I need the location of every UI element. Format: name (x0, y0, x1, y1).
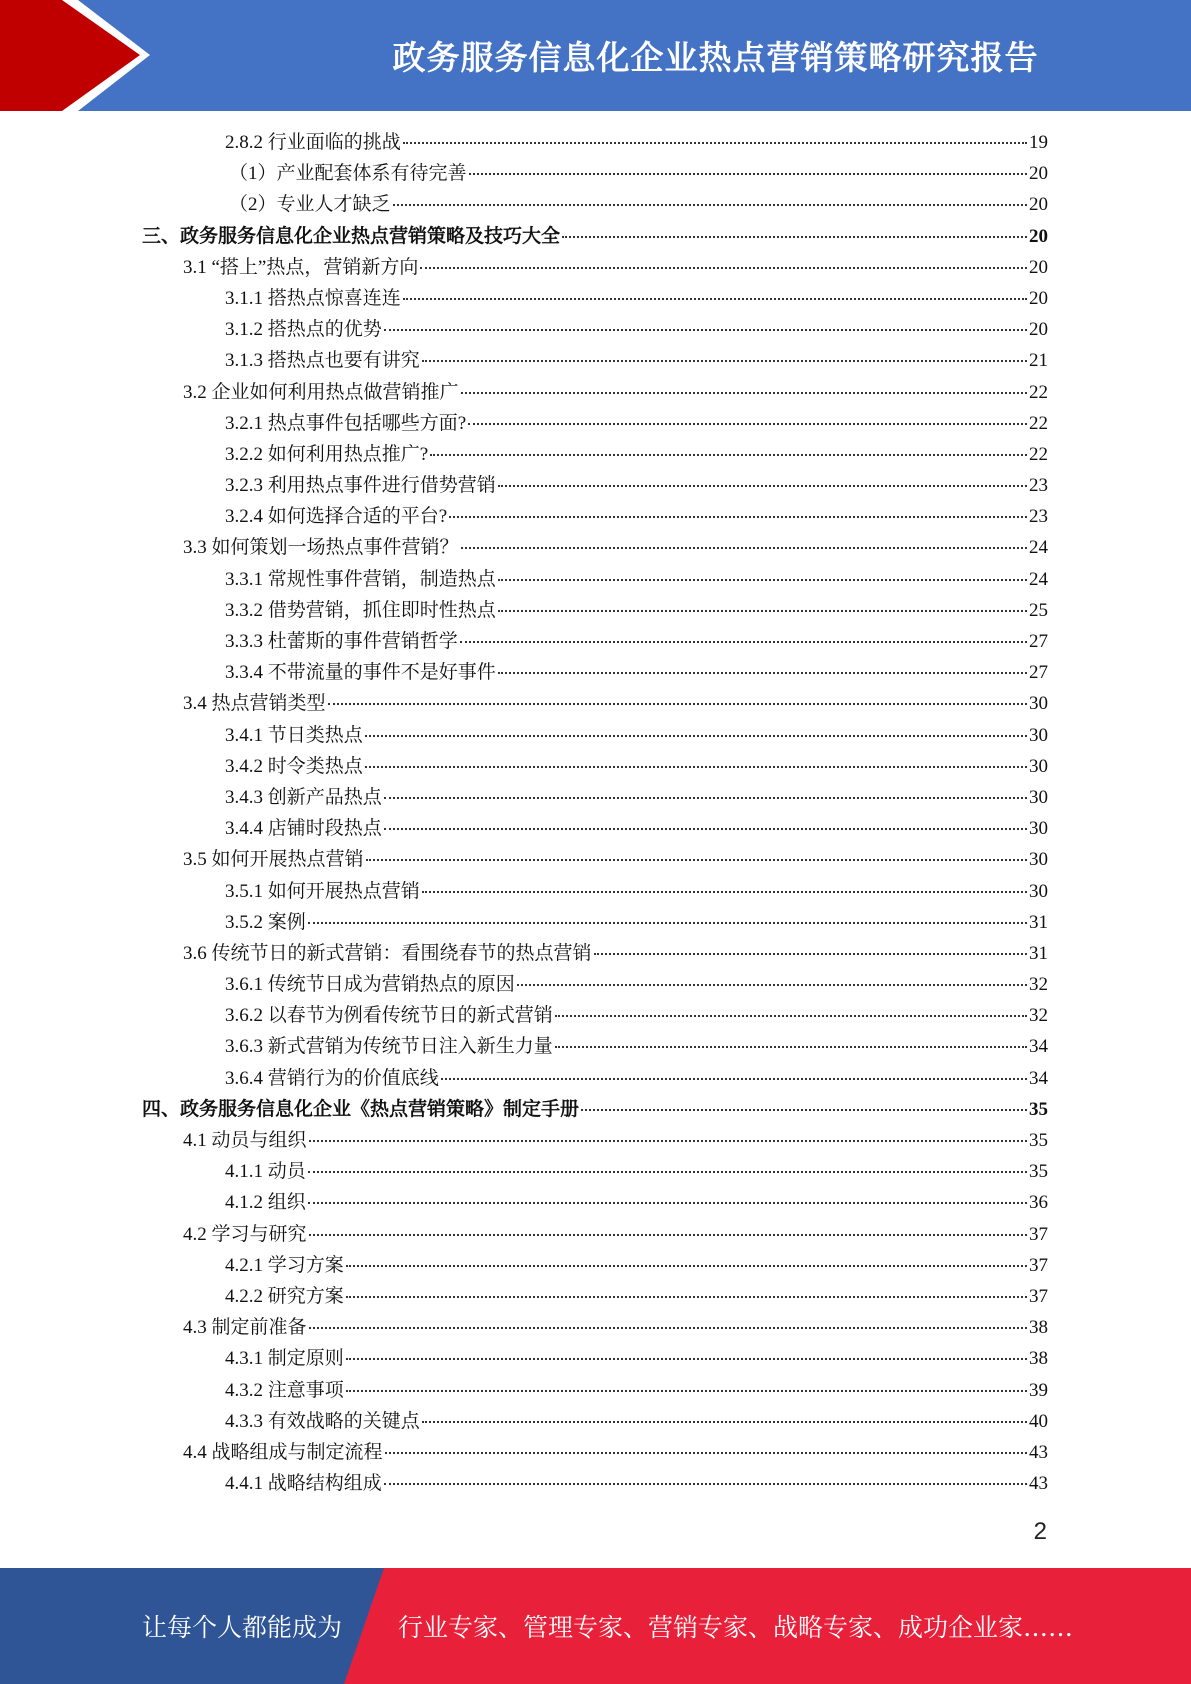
toc-entry[interactable] (142, 626, 1048, 657)
toc-entry-title: 3.3.1 常规性事件营销，制造热点 (225, 568, 496, 590)
toc-entry[interactable] (142, 127, 1048, 158)
toc-entry[interactable] (142, 844, 1048, 875)
toc-entry-title: 4.1.2 组织 (225, 1192, 306, 1214)
toc-entry-page: 20 (1029, 225, 1048, 247)
toc-entry-page: 35 (1029, 1161, 1048, 1183)
toc-entry[interactable] (142, 314, 1048, 345)
toc-dot-leader (365, 765, 1027, 768)
toc-dot-leader (328, 702, 1027, 705)
toc-entry-title: 3.6.3 新式营销为传统节日注入新生力量 (225, 1036, 553, 1058)
toc-dot-leader (346, 1389, 1027, 1392)
toc-entry-title: 4.2.1 学习方案 (225, 1254, 344, 1276)
toc-dot-leader (309, 1139, 1027, 1142)
toc-entry-title: 4.4.1 战略结构组成 (225, 1473, 382, 1495)
toc-entry[interactable] (142, 1437, 1048, 1468)
toc-entry[interactable] (142, 688, 1048, 719)
toc-entry[interactable] (142, 1375, 1048, 1406)
toc-entry[interactable] (142, 439, 1048, 470)
toc-dot-leader (498, 609, 1027, 612)
toc-entry-title: 3.1.3 搭热点也要有讲究 (225, 350, 420, 372)
toc-entry[interactable] (142, 1094, 1048, 1125)
toc-entry-title: （2）专业人才缺乏 (229, 194, 391, 216)
toc-dot-leader (366, 858, 1027, 861)
footer-slogan-right: 行业专家、管理专家、营销专家、战略专家、成功企业家…… (398, 1613, 1074, 1642)
toc-dot-leader (346, 1295, 1027, 1298)
toc-entry-page: 19 (1029, 132, 1048, 153)
toc-entry-page: 34 (1029, 1067, 1048, 1089)
toc-dot-leader (346, 1264, 1027, 1267)
toc-entry-page: 35 (1029, 1098, 1048, 1120)
toc-entry-title: 4.3.1 制定原则 (225, 1348, 344, 1370)
toc-dot-leader (498, 578, 1027, 581)
report-title: 政务服务信息化企业热点营销策略研究报告 (392, 38, 1039, 77)
toc-entry[interactable] (142, 876, 1048, 907)
toc-dot-leader (346, 1357, 1027, 1360)
toc-entry-page: 40 (1029, 1410, 1048, 1432)
toc-entry-page: 30 (1029, 693, 1048, 715)
toc-entry[interactable] (142, 532, 1048, 563)
toc-dot-leader (461, 546, 1027, 549)
toc-entry[interactable] (142, 283, 1048, 314)
toc-entry-title: 3.3.4 不带流量的事件不是好事件 (225, 662, 496, 684)
toc-dot-leader (430, 453, 1027, 456)
toc-entry-title: 3.2 企业如何利用热点做营销推广 (183, 381, 459, 403)
toc-dot-leader (384, 796, 1027, 799)
toc-entry[interactable] (142, 501, 1048, 532)
toc-entry[interactable] (142, 907, 1048, 938)
toc-entry-title: 四、政务服务信息化企业《热点营销策略》制定手册 (142, 1098, 580, 1120)
toc-dot-leader (498, 484, 1027, 487)
toc-dot-leader (498, 671, 1027, 674)
toc-entry-title: 4.2 学习与研究 (183, 1223, 307, 1245)
toc-entry-title: 3.5.1 如何开展热点营销 (225, 880, 420, 902)
toc-entry-page: 25 (1029, 599, 1048, 621)
toc-entry-page: 37 (1029, 1223, 1048, 1245)
toc-entry-page: 21 (1029, 350, 1048, 372)
toc-entry-page: 22 (1029, 381, 1048, 403)
toc-dot-leader (469, 172, 1027, 175)
toc-entry[interactable] (142, 1000, 1048, 1031)
toc-dot-leader (309, 1326, 1027, 1329)
toc-dot-leader (308, 1170, 1027, 1173)
toc-dot-leader (403, 141, 1027, 144)
toc-entry-title: 3.5 如何开展热点营销 (183, 849, 364, 871)
toc-entry-page: 38 (1029, 1348, 1048, 1370)
toc-entry-page: 20 (1029, 319, 1048, 341)
toc-entry-page: 32 (1029, 974, 1048, 996)
toc-entry-page: 22 (1029, 412, 1048, 434)
toc-entry-page: 23 (1029, 506, 1048, 528)
toc-entry-page: 30 (1029, 880, 1048, 902)
toc-entry-title: 3.2.4 如何选择合适的平台? (225, 506, 448, 528)
toc-dot-leader (309, 1233, 1027, 1236)
toc-entry-title: 3.4.2 时令类热点 (225, 755, 363, 777)
toc-entry-page: 30 (1029, 724, 1048, 746)
toc-entry-page: 23 (1029, 475, 1048, 497)
toc-entry[interactable] (142, 1125, 1048, 1156)
toc-dot-leader (441, 1077, 1027, 1080)
toc-dot-leader (594, 952, 1027, 955)
toc-entry-page: 34 (1029, 1036, 1048, 1058)
toc-entry-title: 3.6.4 营销行为的价值底线 (225, 1067, 439, 1089)
toc-entry-page: 30 (1029, 786, 1048, 808)
toc-dot-leader (422, 359, 1027, 362)
toc-entry-page: 30 (1029, 849, 1048, 871)
toc-entry-page: 27 (1029, 662, 1048, 684)
toc-entry[interactable] (142, 252, 1048, 283)
toc-entry-page: 43 (1029, 1441, 1048, 1463)
toc-entry-title: 3.4.1 节日类热点 (225, 724, 363, 746)
toc-entry[interactable] (142, 564, 1048, 595)
toc-entry-title: 4.1 动员与组织 (183, 1130, 307, 1151)
toc-entry[interactable] (142, 1281, 1048, 1312)
toc-entry-page: 37 (1029, 1285, 1048, 1307)
toc-entry-title: 3.6 传统节日的新式营销：看围绕春节的热点营销 (183, 942, 592, 964)
footer-banner (0, 1568, 1191, 1684)
toc-dot-leader (555, 1045, 1027, 1048)
toc-entry-title: 3.1.2 搭热点的优势 (225, 319, 382, 341)
toc-entry-page: 22 (1029, 443, 1048, 465)
toc-dot-leader (308, 921, 1027, 924)
toc-dot-leader (384, 827, 1027, 830)
toc-entry[interactable] (142, 938, 1048, 969)
page-number: 2 (1033, 1518, 1047, 1545)
toc-dot-leader (449, 515, 1027, 518)
toc-entry-title: 4.3.3 有效战略的关键点 (225, 1410, 420, 1432)
toc-entry[interactable] (142, 345, 1048, 376)
toc-dot-leader (393, 203, 1027, 206)
toc-entry[interactable] (142, 657, 1048, 688)
toc-dot-leader (562, 235, 1027, 238)
toc-entry-page: 36 (1029, 1192, 1048, 1214)
toc-entry-title: 3.6.1 传统节日成为营销热点的原因 (225, 974, 515, 996)
toc-entry-title: 4.3 制定前准备 (183, 1317, 307, 1339)
toc-entry-page: 38 (1029, 1317, 1048, 1339)
toc-entry-title: 3.3.3 杜蕾斯的事件营销哲学 (225, 631, 458, 652)
toc-dot-leader (384, 1482, 1027, 1485)
toc-entry[interactable] (142, 751, 1048, 782)
toc-dot-leader (403, 297, 1027, 300)
toc-entry-title: 3.3 如何策划一场热点事件营销？ (183, 537, 459, 559)
toc-dot-leader (384, 328, 1027, 331)
toc-entry-page: 35 (1029, 1130, 1048, 1151)
toc-entry[interactable] (142, 1063, 1048, 1094)
toc-dot-leader (517, 983, 1027, 986)
toc-entry-title: 3.4 热点营销类型 (183, 693, 326, 715)
toc-entry-page: 32 (1029, 1005, 1048, 1027)
toc-entry[interactable] (142, 408, 1048, 439)
toc-entry-page: 39 (1029, 1379, 1048, 1401)
toc-entry[interactable] (142, 782, 1048, 813)
toc-entry-page: 31 (1029, 911, 1048, 933)
toc-entry[interactable] (142, 158, 1048, 189)
toc-entry-page: 20 (1029, 287, 1048, 309)
toc-entry-title: 三、政务服务信息化企业热点营销策略及技巧大全 (142, 225, 561, 247)
toc-entry-page: 24 (1029, 568, 1048, 590)
toc-entry-title: 3.1.1 搭热点惊喜连连 (225, 287, 401, 309)
toc-entry[interactable] (142, 470, 1048, 501)
toc-entry[interactable] (142, 189, 1048, 220)
toc-entry[interactable] (142, 1312, 1048, 1343)
toc-entry-title: 4.3.2 注意事项 (225, 1379, 344, 1401)
toc-entry-title: 3.3.2 借势营销，抓住即时性热点 (225, 599, 496, 621)
toc-entry[interactable] (142, 720, 1048, 751)
toc-entry[interactable] (142, 1343, 1048, 1374)
toc-entry[interactable] (142, 1031, 1048, 1062)
toc-entry[interactable] (142, 595, 1048, 626)
toc-dot-leader (468, 422, 1027, 425)
toc-entry-title: 4.2.2 研究方案 (225, 1285, 344, 1307)
toc-dot-leader (460, 640, 1027, 643)
toc-dot-leader (461, 391, 1027, 394)
toc-entry[interactable] (142, 813, 1048, 844)
toc-entry-title: 3.2.1 热点事件包括哪些方面? (225, 412, 467, 434)
toc-entry-title: 3.1 “搭上”热点，营销新方向 (183, 256, 419, 278)
toc-dot-leader (581, 1108, 1027, 1111)
toc-entry-page: 37 (1029, 1254, 1048, 1276)
toc-entry-title: 4.4 战略组成与制定流程 (183, 1441, 383, 1463)
toc-entry-title: 3.4.4 店铺时段热点 (225, 818, 382, 840)
toc-entry-page: 24 (1029, 537, 1048, 559)
toc-entry[interactable] (142, 969, 1048, 1000)
toc-entry-title: 3.2.2 如何利用热点推广? (225, 443, 429, 465)
footer-slogan-left: 让每个人都能成为 (142, 1613, 343, 1642)
table-of-contents (142, 127, 1048, 1499)
toc-entry-page: 30 (1029, 755, 1048, 777)
toc-entry-page: 20 (1029, 256, 1048, 278)
toc-entry-title: 3.5.2 案例 (225, 911, 306, 933)
toc-entry-title: 3.2.3 利用热点事件进行借势营销 (225, 475, 496, 497)
toc-entry-title: 2.8.2 行业面临的挑战 (225, 132, 401, 153)
toc-entry-title: （1）产业配套体系有待完善 (229, 163, 467, 185)
toc-entry[interactable] (142, 1187, 1048, 1218)
toc-entry-page: 27 (1029, 631, 1048, 652)
toc-entry[interactable] (142, 1250, 1048, 1281)
toc-entry[interactable] (142, 221, 1048, 252)
toc-dot-leader (422, 1420, 1027, 1423)
toc-dot-leader (422, 890, 1027, 893)
toc-entry-title: 3.4.3 创新产品热点 (225, 786, 382, 808)
toc-entry[interactable] (142, 377, 1048, 408)
toc-dot-leader (385, 1451, 1027, 1454)
header-banner (0, 0, 1191, 111)
toc-entry-page: 20 (1029, 194, 1048, 216)
toc-entry-page: 30 (1029, 818, 1048, 840)
toc-entry-title: 4.1.1 动员 (225, 1161, 306, 1183)
toc-entry[interactable] (142, 1156, 1048, 1187)
toc-dot-leader (365, 734, 1027, 737)
toc-entry-page: 20 (1029, 163, 1048, 185)
toc-dot-leader (308, 1201, 1027, 1204)
toc-entry-page: 43 (1029, 1473, 1048, 1495)
toc-entry[interactable] (142, 1406, 1048, 1437)
toc-entry[interactable] (142, 1219, 1048, 1250)
toc-entry-title: 3.6.2 以春节为例看传统节日的新式营销 (225, 1005, 553, 1027)
toc-entry[interactable] (142, 1468, 1048, 1499)
toc-dot-leader (555, 1014, 1027, 1017)
toc-entry-page: 31 (1029, 942, 1048, 964)
toc-dot-leader (420, 266, 1027, 269)
